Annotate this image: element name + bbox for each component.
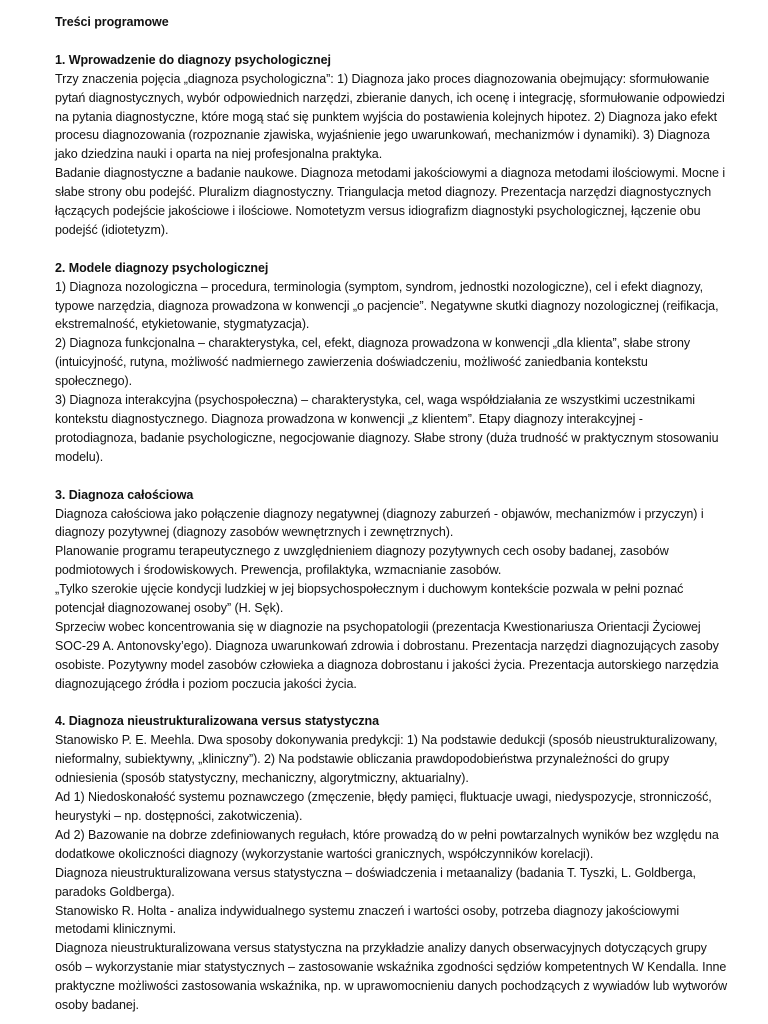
paragraph: 3) Diagnoza interakcyjna (psychospołeczna) – charakterystyka, cel, waga współdziałania ze wszystkimi uczestnikami kontekstu diagnostycznego. Diagnoza prowadzona w konwencji „z klientem”. Etapy diagnozy interakcyjnej - protodiagnoza, badanie psychologiczne, negocjowanie diagnozy. Słabe strony (duża trudność w praktycznym stosowaniu modelu).: [55, 393, 719, 464]
paragraph: Ad 2) Bazowanie na dobrze zdefiniowanych regułach, które prowadzą do w pełni powtarzalnych wyników bez względu na dodatkowe okoliczności diagnozy (wykorzystanie wartości granicznych, współczynników korelacji).: [55, 827, 719, 861]
paragraph: Stanowisko R. Holta - analiza indywidualnego systemu znaczeń i wartości osoby, potrzeba diagnozy jakościowymi metodami klinicznymi.: [55, 903, 680, 937]
section-heading: 4. Diagnoza nieustrukturalizowana versus statystyczna: [55, 714, 380, 729]
paragraph: Trzy znaczenia pojęcia „diagnoza psychologiczna”: 1) Diagnoza jako proces diagnozowania obejmujący: sformułowanie pytań diagnostycznych, wybór odpowiednich narzędzi, zbieranie danych, ich ocenę i integrację, sformułowanie odpowiedzi na pytania diagnostyczne, które mogą stać się punktem wyjścia do postawienia kolejnych hipotez. 2) Diagnoza jako efekt procesu diagnozowania (rozpoznanie zjawiska, wyjaśnienie jego uwarunkowań, mechanizmów i dynamiki). 3) Diagnoza jako dziedzina nauki i oparta na niej profesjonalna praktyka.: [55, 71, 725, 162]
document-title: Treści programowe: [55, 15, 169, 29]
section-introduction: [55, 51, 728, 240]
paragraph: Planowanie programu terapeutycznego z uwzględnieniem diagnozy pozytywnych cech osoby badanej, zasobów podmiotowych i środowiskowych. Prewencja, profilaktyka, wzmacnianie zasobów.: [55, 544, 669, 578]
section-models: [55, 259, 728, 467]
paragraph: Badanie diagnostyczne a badanie naukowe. Diagnoza metodami jakościowymi a diagnoza metodami ilościowymi. Mocne i słabe strony obu podejść. Pluralizm diagnostyczny. Triangulacja metod diagnozy. Prezentacja narzędzi diagnostycznych łączących podejście jakościowe i ilościowe. Nomotetyzm versus idiografizm diagnostyki psychologicznej, łączenie obu podejść (idiotetyzm).: [55, 166, 726, 237]
paragraph: „Tylko szerokie ujęcie kondycji ludzkiej w jej biopsychospołecznym i duchowym kontekście pozwala w pełni poznać potencjał diagnozowanej osoby” (H. Sęk).: [55, 582, 684, 616]
paragraph: Diagnoza całościowa jako połączenie diagnozy negatywnej (diagnozy zaburzeń - objawów, mechanizmów i przyczyn) i diagnozy pozytywnej (diagnozy zasobów wewnętrznych i zewnętrznych).: [55, 506, 704, 540]
section-heading: 3. Diagnoza całościowa: [55, 487, 194, 502]
paragraph: Diagnoza nieustrukturalizowana versus statystyczna – doświadczenia i metaanalizy (badania T. Tyszki, L. Goldberga, paradoks Goldberga).: [55, 865, 696, 899]
paragraph: Diagnoza nieustrukturalizowana versus statystyczna na przykładzie analizy danych obserwacyjnych dotyczących grupy osób – wykorzystanie miar statystycznych – zastosowanie wskaźnika zgodności sędziów kompetentnych W Kendalla. Inne praktyczne możliwości zastosowania wskaźnika, np. w uprawomocnieniu danych pochodzących z wywiadów lub wytworów osoby badanej.: [55, 941, 728, 1013]
section-heading: 1. Wprowadzenie do diagnozy psychologicznej: [55, 52, 331, 67]
section-heading: 2. Modele diagnozy psychologicznej: [55, 260, 269, 275]
section-holistic-diagnosis: [55, 486, 728, 694]
paragraph: 2) Diagnoza funkcjonalna – charakterystyka, cel, efekt, diagnoza prowadzona w konwencji „dla klienta”, słabe strony (intuicyjność, rutyna, możliwość nadmiernego zawierzenia doświadczeniu, możliwość zaniedbania kontekstu społecznego).: [55, 336, 691, 389]
paragraph: 1) Diagnoza nozologiczna – procedura, terminologia (symptom, syndrom, jednostki nozologiczne), cel i efekt diagnozy, typowe narzędzia, diagnoza prowadzona w konwencji „o pacjencie”. Negatywne skutki diagnozy nozologicznej (reifikacja, ekstremalność, etykietowanie, stygmatyzacja).: [55, 279, 719, 332]
paragraph: Ad 1) Niedoskonałość systemu poznawczego (zmęczenie, błędy pamięci, fluktuacje uwagi, niedyspozycje, stronniczość, heurystyki – np. dostępności, zakotwiczenia).: [55, 790, 712, 823]
paragraph: Sprzeciw wobec koncentrowania się w diagnozie na psychopatologii (prezentacja Kwestionariusza Orientacji Życiowej SOC-29 A. Antonovsky’ego). Diagnoza uwarunkowań zdrowia i dobrostanu. Prezentacja narzędzi diagnozujących zasoby osobiste. Pozytywny model zasobów człowieka a diagnoza dobrostanu i jakości życia. Prezentacja autorskiego narzędzia diagnozującego źródła i poziom poczucia jakości życia.: [55, 619, 719, 691]
section-unstructured-vs-statistical: [55, 712, 728, 1015]
paragraph: Stanowisko P. E. Meehla. Dwa sposoby dokonywania predykcji: 1) Na podstawie dedukcji (sposób nieustrukturalizowany, nieformalny, subiektywny, „kliniczny”). 2) Na podstawie obliczania prawdopodobieństwa przynależności do grupy odniesienia (sposób statystyczny, mechaniczny, algorytmiczny, aktuarialny).: [55, 733, 718, 786]
